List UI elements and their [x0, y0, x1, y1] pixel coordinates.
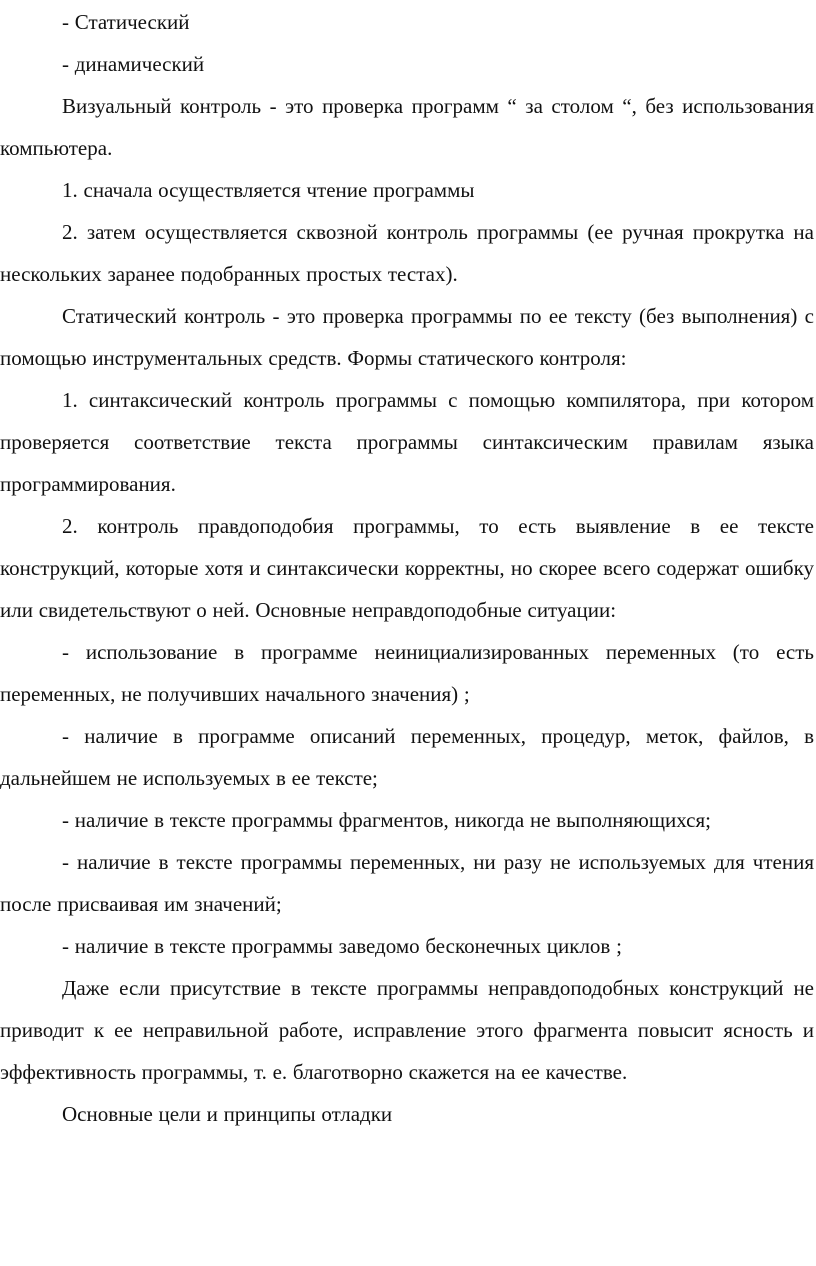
list-item-static: - Статический — [62, 10, 190, 34]
list-item-dead-code: - наличие в тексте программы фрагментов, никогда не выполняющихся; — [62, 808, 711, 832]
paragraph-conclusion: Даже если присутствие в тексте программы неправдоподобных конструкций не приводит к ее неправильной работе, исправление этого фрагмента повысит ясность и эффективность программы, т. е. благотворно скажется на ее качестве. — [0, 976, 814, 1084]
section-heading-debugging: Основные цели и принципы отладки — [62, 1102, 393, 1126]
list-item-reading: 1. сначала осуществляется чтение программы — [62, 178, 475, 202]
list-item-syntax-control: 1. синтаксический контроль программы с помощью компилятора, при котором проверяется соответствие текста программы синтаксическим правилам языка программирования. — [0, 388, 814, 496]
paragraph-static-control: Статический контроль - это проверка программы по ее тексту (без выполнения) с помощью инструментальных средств. Формы статического контроля: — [0, 304, 814, 370]
list-item-dynamic: - динамический — [62, 52, 205, 76]
list-item-unused-declarations: - наличие в программе описаний переменных, процедур, меток, файлов, в дальнейшем не используемых в ее тексте; — [0, 724, 814, 790]
list-item-plausibility-control: 2. контроль правдоподобия программы, то есть выявление в ее тексте конструкций, которые хотя и синтаксически корректны, но скорее всего содержат ошибку или свидетельствуют о ней. Основные неправдоподобные ситуации: — [0, 514, 814, 622]
list-item-infinite-loops: - наличие в тексте программы заведомо бесконечных циклов ; — [62, 934, 622, 958]
list-item-walkthrough: 2. затем осуществляется сквозной контроль программы (ее ручная прокрутка на нескольких заранее подобранных простых тестах). — [0, 220, 814, 286]
paragraph-visual-control: Визуальный контроль - это проверка программ “ за столом “, без использования компьютера. — [0, 94, 814, 160]
list-item-uninitialized-vars: - использование в программе неинициализированных переменных (то есть переменных, не получивших начального значения) ; — [0, 640, 814, 706]
list-item-unread-vars: - наличие в тексте программы переменных, ни разу не используемых для чтения после присваивая им значений; — [0, 850, 814, 916]
